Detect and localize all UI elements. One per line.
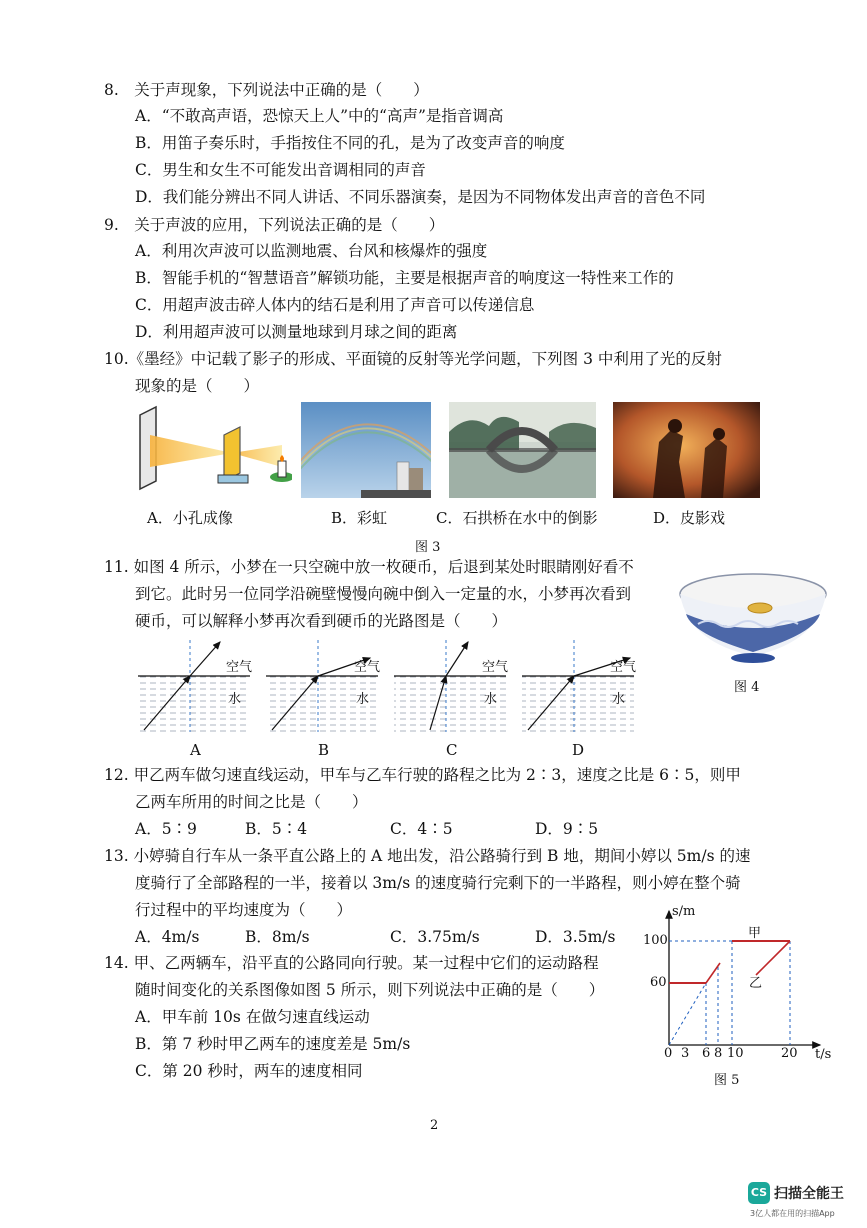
q14-stem-line1: 14. 甲、乙两辆车，沿平直的公路同向行驶。某一过程中它们的运动路程 [104,954,599,972]
yi-line-segment-2 [756,941,790,975]
diagram-b-label: B [318,741,330,759]
pinhole-imaging-diagram [132,405,292,497]
diagram-c-label: C [446,741,458,759]
diagram-d [522,640,637,732]
graph-x-tick-6: 6 [702,1046,711,1061]
q13-stem-line2: 度骑行了全部路程的一半，接着以 3m/s 的速度骑行完剩下的一半路程，则小婷在整个骑 [135,874,741,892]
diagram-d-air-label: 空气 [610,660,637,675]
q8-option-a: A．“不敢高声语，恐惊天上人”中的“高声”是指音调高 [135,107,504,125]
q13-option-d: D．3.5m/s [535,928,616,946]
camscanner-name: 扫描全能王 [774,1186,844,1202]
q12-option-c: C．4∶5 [390,820,453,838]
shadow-play-photo [613,402,760,498]
q14-option-b: B．第 7 秒时甲乙两车的速度差是 5m/s [135,1035,411,1053]
diagram-c-water-label: 水 [484,692,498,707]
q11-stem-line3: 硬币，可以解释小梦再次看到硬币的光路图是（ ） [135,612,508,630]
graph-jia-label: 甲 [748,926,762,941]
q13-option-c: C．3.75m/s [390,928,480,946]
refraction-diagrams [130,638,650,738]
graph-y-axis-label: s/m [672,904,696,919]
q10-option-a: A．小孔成像 [147,509,233,527]
diagram-a-air-label: 空气 [226,660,253,675]
camscanner-tagline: 3亿人都在用的扫描App [750,1209,835,1218]
stone-bridge-reflection-photo [449,402,596,498]
graph-x-tick-3: 3 [681,1046,690,1061]
q11-stem-line1: 11. 如图 4 所示，小梦在一只空碗中放一枚硬币，后退到某处时眼睛刚好看不 [104,558,634,576]
yi-dashed-line [669,983,706,1045]
q8-option-b: B．用笛子奏乐时，手指按住不同的孔，是为了改变声音的响度 [135,134,565,152]
diagram-b [266,640,381,732]
q9-option-d: D．利用超声波可以测量地球到月球之间的距离 [135,323,458,341]
q12-stem-line1: 12. 甲乙两车做匀速直线运动，甲车与乙车行驶的路程之比为 2∶3，速度之比是 6∶5，则甲 [104,766,741,784]
diagram-a-label: A [190,741,201,759]
diagram-b-water-label: 水 [356,692,370,707]
q8-stem: 8. 关于声现象，下列说法中正确的是（ ） [104,81,429,99]
q12-option-d: D．9∶5 [535,820,599,838]
q9-stem: 9. 关于声波的应用，下列说法正确的是（ ） [104,216,445,234]
q10-option-d: D．皮影戏 [653,509,726,527]
graph-x-tick-20: 20 [781,1046,798,1061]
q14-option-a: A．甲车前 10s 在做匀速直线运动 [135,1008,370,1026]
graph-x-axis-label: t/s [815,1047,832,1062]
q8-option-d: D．我们能分辨出不同人讲话、不同乐器演奏，是因为不同物体发出声音的音色不同 [135,188,706,206]
q12-option-a: A．5∶9 [135,820,197,838]
q9-option-a: A．利用次声波可以监测地震、台风和核爆炸的强度 [135,242,488,260]
q10-stem-line2: 现象的是（ ） [135,377,260,395]
figure-3-caption: 图 3 [415,540,441,555]
figure-5-st-graph [640,905,840,1065]
graph-x-tick-0: 0 [664,1046,673,1061]
diagram-d-water-label: 水 [612,692,626,707]
q13-stem-line1: 13. 小婷骑自行车从一条平直公路上的 A 地出发，沿公路骑行到 B 地，期间小婷以 5m/s 的速 [104,847,751,865]
camscanner-watermark [748,1178,860,1224]
graph-y-tick-100: 100 [643,933,668,948]
q13-stem-line3: 行过程中的平均速度为（ ） [135,901,353,919]
diagram-a [138,640,253,732]
graph-yi-label: 乙 [749,976,763,991]
q10-option-c: C．石拱桥在水中的倒影 [436,509,598,527]
rainbow-photo [301,402,431,498]
diagram-c [394,640,509,732]
q11-stem-line2: 到它。此时另一位同学沿碗壁慢慢向碗中倒入一定量的水，小梦再次看到 [135,585,632,603]
diagram-a-water-label: 水 [228,692,242,707]
q9-option-c: C．用超声波击碎人体内的结石是利用了声音可以传递信息 [135,296,535,314]
q13-option-a: A．4m/s [135,928,200,946]
diagram-d-label: D [572,741,585,759]
q8-option-c: C．男生和女生不可能发出音调相同的声音 [135,161,426,179]
q12-stem-line2: 乙两车所用的时间之比是（ ） [135,793,368,811]
figure-4-caption: 图 4 [734,680,760,695]
q14-stem-line2: 随时间变化的关系图像如图 5 所示，则下列说法中正确的是（ ） [135,981,605,999]
q10-stem-line1: 10.《墨经》中记载了影子的形成、平面镜的反射等光学问题，下列图 3 中利用了光的反射 [104,350,722,368]
q12-option-b: B．5∶4 [245,820,308,838]
diagram-c-air-label: 空气 [482,660,509,675]
q9-option-b: B．智能手机的“智慧语音”解锁功能，主要是根据声音的响度这一特性来工作的 [135,269,674,287]
q13-option-b: B．8m/s [245,928,310,946]
q10-option-b: B．彩虹 [331,509,388,527]
graph-x-tick-8: 8 [714,1046,723,1061]
bowl-with-coin-photo [678,572,828,664]
page-number: 2 [430,1118,439,1133]
graph-y-tick-60: 60 [650,975,667,990]
graph-x-tick-10: 10 [727,1046,744,1061]
q14-option-c: C．第 20 秒时，两车的速度相同 [135,1062,363,1080]
diagram-b-air-label: 空气 [354,660,381,675]
camscanner-logo-icon: CS [748,1182,770,1204]
figure-5-caption: 图 5 [714,1073,740,1088]
